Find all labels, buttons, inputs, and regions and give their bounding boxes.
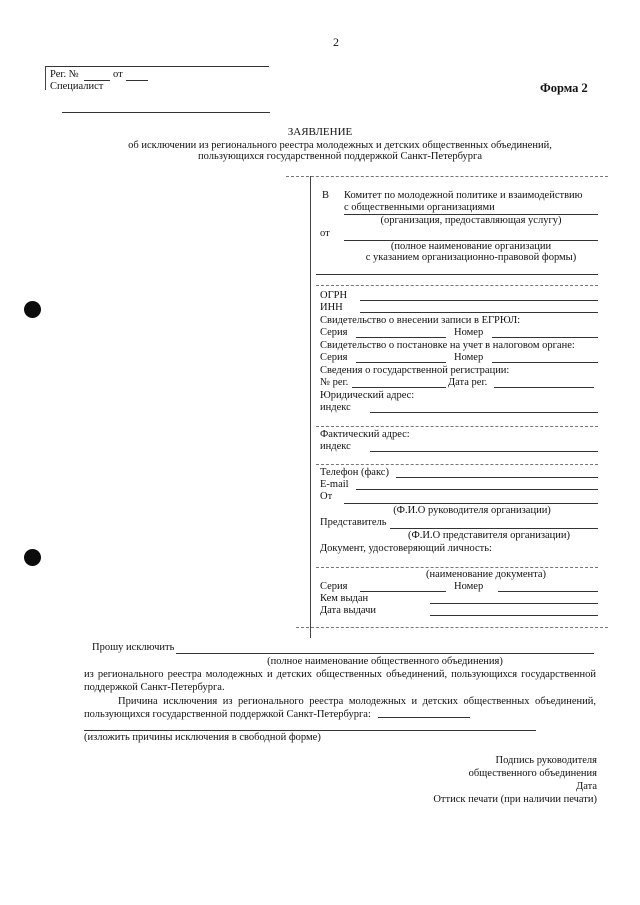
egrul-series-field[interactable] (356, 337, 446, 338)
document-number-field[interactable] (498, 591, 598, 592)
request-label: Прошу исключить (92, 642, 175, 653)
page-number: 2 (333, 35, 339, 49)
legal-address-extra-line[interactable] (316, 426, 598, 427)
signature-head-label: Подпись руководителя (495, 755, 597, 766)
committee-name-line-1: Комитет по молодежной политике и взаимодействию (344, 190, 583, 201)
head-name-field[interactable] (344, 503, 598, 504)
head-name-caption: (Ф.И.О руководителя организации) (393, 505, 551, 516)
registration-no-field[interactable] (352, 387, 446, 388)
issue-date-label: Дата выдачи (320, 605, 377, 616)
reason-caption: (изложить причины исключения в свободной форме) (84, 732, 321, 743)
addressee-top-rule (286, 176, 608, 177)
actual-address-field[interactable] (370, 451, 598, 452)
issue-date-field[interactable] (430, 615, 598, 616)
document-subtitle-line-1: об исключении из регионального реестра молодежных и детских общественных объединений, (128, 140, 552, 151)
phone-label: Телефон (факс) (320, 467, 389, 478)
egrul-certificate-label: Свидетельство о внесении записи в ЕГРЮЛ: (320, 315, 521, 326)
issued-by-label: Кем выдан (320, 593, 369, 604)
punch-hole-bottom (24, 549, 41, 566)
tax-series-field[interactable] (356, 362, 446, 363)
egrul-series-label: Серия (320, 327, 348, 338)
tax-certificate-label: Свидетельство о постановке на учет в налоговом органе: (320, 340, 575, 351)
inn-field[interactable] (360, 312, 598, 313)
legal-address-label: Юридический адрес: (320, 390, 415, 401)
signature-date-label: Дата (576, 781, 597, 792)
applicant-name-caption-2: с указанием организационно-правовой формы) (365, 252, 577, 263)
registration-date-field-label: Дата рег. (448, 377, 488, 388)
signature-association-label: общественного объединения (468, 768, 597, 779)
specialist-signature-line[interactable] (62, 112, 270, 113)
addressee-bottom-rule (296, 627, 608, 628)
applicant-name-extra-line[interactable] (316, 274, 598, 275)
phone-field[interactable] (396, 477, 598, 478)
reason-field[interactable] (84, 730, 536, 731)
registration-number-label: Рег. № (50, 69, 79, 80)
issued-by-field[interactable] (430, 603, 598, 604)
applicant-name-caption-1: (полное наименование организации (390, 241, 552, 252)
committee-name-line-2: с общественными организациями (344, 202, 495, 213)
id-document-caption: (наименование документа) (425, 569, 547, 580)
tax-series-label: Серия (320, 352, 348, 363)
registration-date-field[interactable] (494, 387, 594, 388)
document-series-label: Серия (320, 581, 348, 592)
email-label: E-mail (320, 479, 349, 490)
registration-no-label: № рег. (320, 377, 349, 388)
legal-address-index-label: индекс (320, 402, 351, 413)
egrul-number-label: Номер (454, 327, 484, 338)
ogrn-field[interactable] (360, 300, 598, 301)
register-paragraph: из регионального реестра молодежных и детских общественных объединений, пользующихся государственной поддержкой Санкт-Петербурга. (84, 669, 596, 693)
representative-name-caption: (Ф.И.О представителя организации) (408, 530, 570, 541)
form-label: Форма 2 (540, 81, 588, 95)
document-number-label: Номер (454, 581, 484, 592)
addressee-left-rule (310, 176, 311, 638)
representative-name-field[interactable] (390, 528, 598, 529)
ogrn-label: ОГРН (320, 290, 348, 301)
id-document-label: Документ, удостоверяющий личность: (320, 543, 492, 554)
tax-number-label: Номер (454, 352, 484, 363)
reason-inline-field[interactable] (378, 717, 470, 718)
actual-address-index-label: индекс (320, 441, 351, 452)
representative-label: Представитель (320, 517, 387, 528)
registration-top-rule (45, 66, 269, 67)
association-name-caption: (полное наименование общественного объединения) (267, 656, 503, 667)
specialist-label: Специалист (50, 81, 104, 92)
applicant-from-prefix: от (320, 228, 330, 239)
document-title: ЗАЯВЛЕНИЕ (287, 126, 353, 138)
email-field[interactable] (356, 489, 598, 490)
stamp-label: Оттиск печати (при наличии печати) (433, 794, 597, 805)
punch-hole-top (24, 301, 41, 318)
applicant-name-extra-line-2[interactable] (316, 285, 598, 286)
head-from-label: От (320, 491, 333, 502)
tax-number-field[interactable] (492, 362, 598, 363)
registration-left-rule (45, 66, 46, 90)
state-registration-label: Сведения о государственной регистрации: (320, 365, 510, 376)
document-subtitle-line-2: пользующихся государственной поддержкой Санкт-Петербурга (198, 151, 482, 162)
id-document-field[interactable] (316, 567, 598, 568)
association-name-field[interactable] (176, 653, 594, 654)
document-series-field[interactable] (360, 591, 446, 592)
reason-paragraph: Причина исключения из регионального реестра молодежных и детских общественных объединений, пользующихся государственной поддержкой Санкт-Петербурга: (84, 696, 596, 720)
egrul-number-field[interactable] (492, 337, 598, 338)
registration-date-blank[interactable] (126, 80, 148, 81)
actual-address-extra-line[interactable] (316, 464, 598, 465)
addressee-to-prefix: В (322, 190, 330, 201)
inn-label: ИНН (320, 302, 343, 313)
actual-address-label: Фактический адрес: (320, 429, 410, 440)
registration-date-label: от (113, 69, 123, 80)
legal-address-field[interactable] (370, 412, 598, 413)
service-organization-caption: (организация, предоставляющая услугу) (380, 215, 562, 226)
